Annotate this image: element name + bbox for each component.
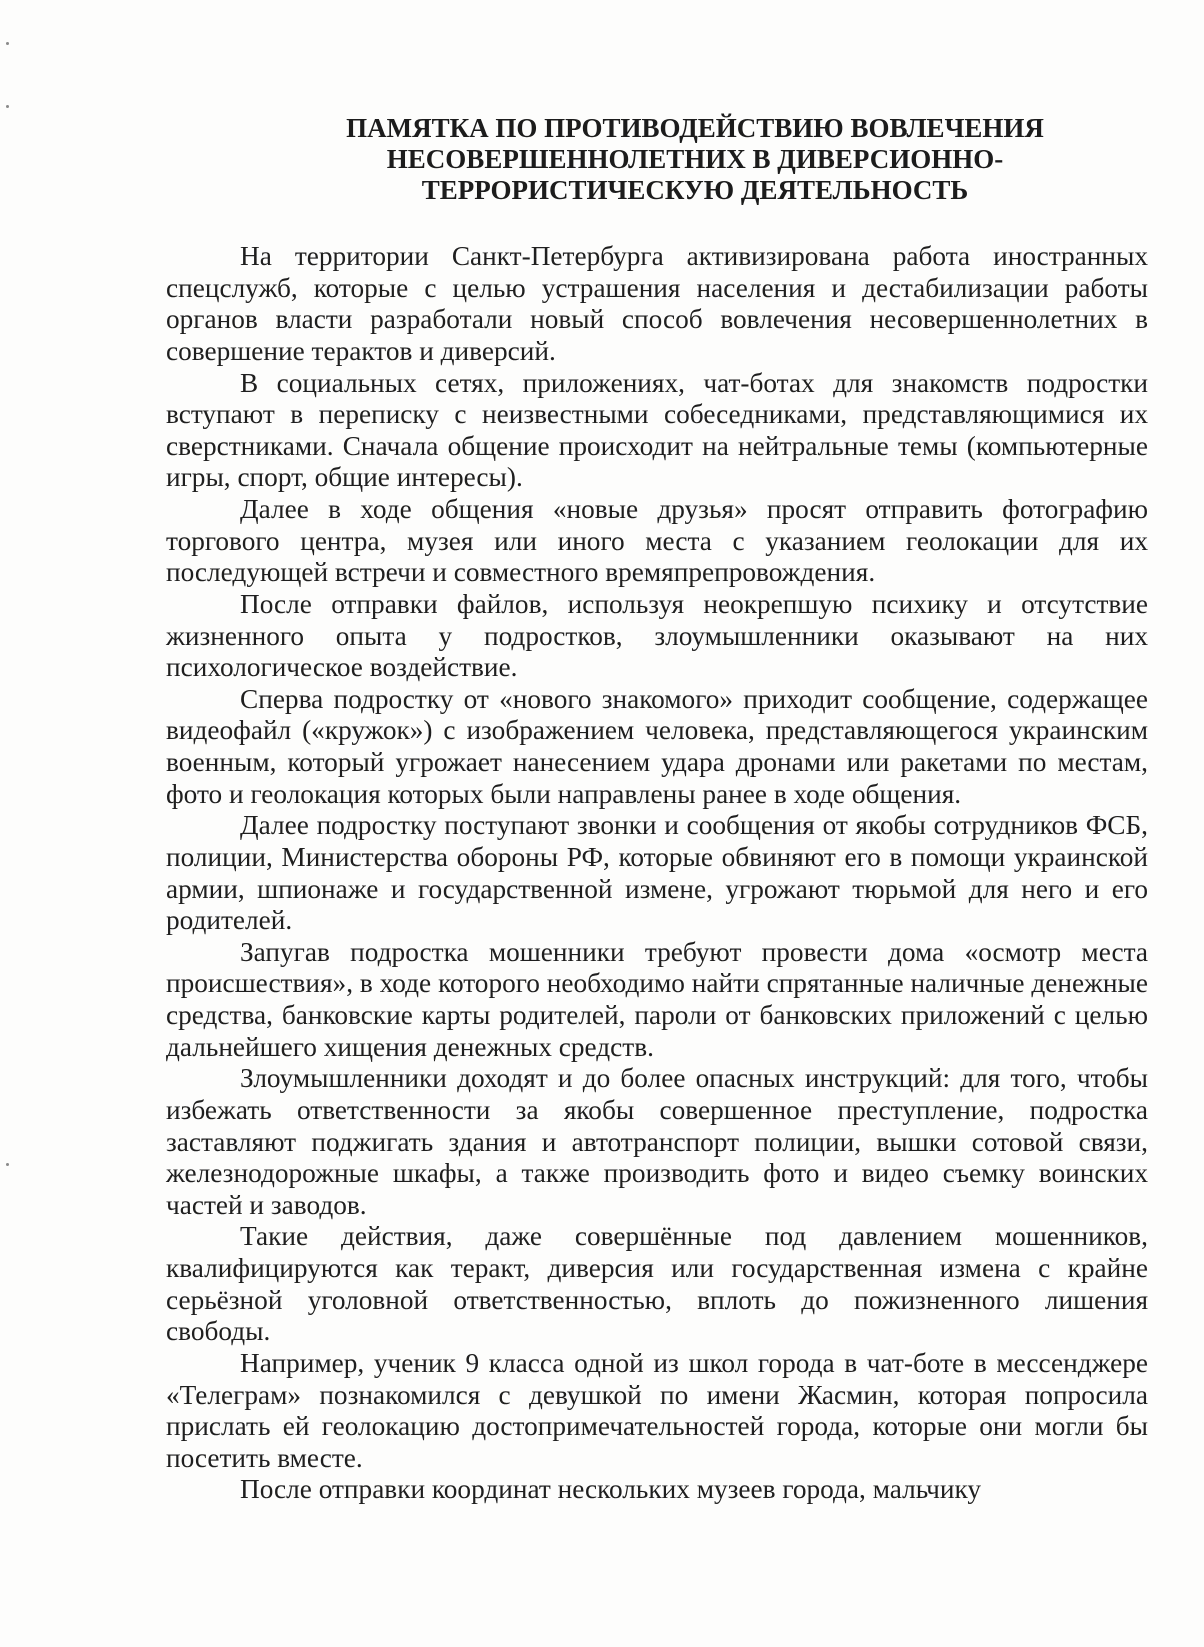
paragraph: Злоумышленники доходят и до более опасных инструкций: для того, чтобы избежать ответственности за якобы совершенное преступление, подростка заставляют поджигать здания и автотранспорт полиции, вышки сотовой связи, железнодорожные шкафы, а также производить фото и видео съемку воинских частей и заводов.	[166, 1063, 1148, 1220]
scan-speck	[6, 105, 9, 108]
scan-speck	[6, 1163, 9, 1166]
paragraph: После отправки файлов, используя неокрепшую психику и отсутствие жизненного опыта у подростков, злоумышленники оказывают на них психологическое воздействие.	[166, 588, 1148, 683]
document-title	[300, 113, 1090, 206]
title-line: НЕСОВЕРШЕННОЛЕТНИХ В ДИВЕРСИОННО-	[386, 144, 1004, 174]
paragraph: На территории Санкт-Петербурга активизирована работа иностранных спецслужб, которые с целью устрашения населения и дестабилизации работы органов власти разработали новый способ вовлечения несовершеннолетних в совершение терактов и диверсий.	[166, 241, 1148, 366]
paragraph: Сперва подростку от «нового знакомого» приходит сообщение, содержащее видеофайл («кружок») с изображением человека, представляющегося украинским военным, который угрожает нанесением удара дронами или ракетами по местам, фото и геолокация которых были направлены ранее в ходе общения.	[166, 683, 1148, 809]
paragraph: Например, ученик 9 класса одной из школ города в чат-боте в мессенджере «Телеграм» познакомился с девушкой по имени Жасмин, которая попросила прислать ей геолокацию достопримечательностей города, которые они могли бы посетить вместе.	[166, 1347, 1148, 1473]
title-line: ТЕРРОРИСТИЧЕСКУЮ ДЕЯТЕЛЬНОСТЬ	[421, 175, 969, 205]
paragraph: Запугав подростка мошенники требуют провести дома «осмотр места происшествия», в ходе которого необходимо найти спрятанные наличные денежные средства, банковские карты родителей, пароли от банковских приложений с целью дальнейшего хищения денежных средств.	[166, 936, 1148, 1062]
document-body	[166, 241, 1148, 1506]
paragraph: В социальных сетях, приложениях, чат-ботах для знакомств подростки вступают в переписку с неизвестными собеседниками, представляющимися их сверстниками. Сначала общение происходит на нейтральные темы (компьютерные игры, спорт, общие интересы).	[166, 367, 1148, 493]
paragraph: После отправки координат нескольких музеев города, мальчику	[240, 1474, 981, 1505]
paragraph: Такие действия, даже совершённые под давлением мошенников, квалифицируются как теракт, диверсия или государственная измена с крайне серьёзной уголовной ответственностью, вплоть до пожизненного лишения свободы.	[166, 1221, 1148, 1347]
title-line: ПАМЯТКА ПО ПРОТИВОДЕЙСТВИЮ ВОВЛЕЧЕНИЯ	[346, 113, 1044, 143]
paragraph: Далее подростку поступают звонки и сообщения от якобы сотрудников ФСБ, полиции, Министерства обороны РФ, которые обвиняют его в помощи украинской армии, шпионаже и государственной измене, угрожают тюрьмой для него и его родителей.	[166, 810, 1148, 936]
paragraph: Далее в ходе общения «новые друзья» просят отправить фотографию торгового центра, музея или иного места с указанием геолокации для их последующей встречи и совместного времяпрепровождения.	[166, 494, 1148, 588]
scan-speck	[6, 42, 9, 45]
